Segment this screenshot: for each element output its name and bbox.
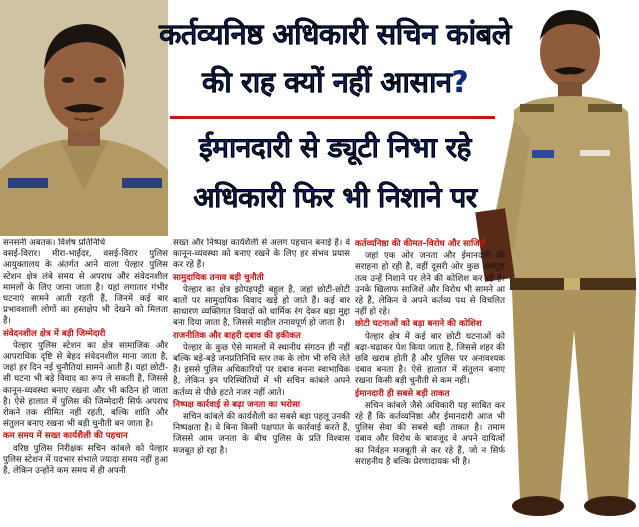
headline-line-3: ईमानदारी से ड्यूटी निभा रहे [199, 131, 471, 164]
subheading: छोटी घटनाओं को बड़ा बनाने की कोशिश [355, 319, 482, 330]
paragraph: सचिन कांबले की कार्यशैली का सबसे बड़ा पहलू उनकी निष्पक्षता है। वे बिना किसी पक्षपात के कार्रवाई करते हैं, जिससे आम जनता के बीच पुलिस के प्रति विश्वास मजबूत हो रहा है। [173, 412, 350, 456]
officer-portrait-photo [0, 0, 168, 236]
headline-divider [170, 116, 495, 119]
headline-line-2: की राह क्यों नहीं आसान? [202, 65, 468, 99]
paragraph: पेल्हार के कुछ ऐसे मामलों में स्थानीय संगठन ही नहीं बल्कि बड़े-बड़े जनप्रतिनिधि स्तर तक के लोग भी रुचि लेते हैं। इससे पुलिस अधिकारियों पर दबाव बनना स्वाभाविक है, लेकिन इन परिस्थितियों में भी सचिन कांबले अपने कर्तव्य से पीछे हटते नजर नहीं आते। [173, 342, 350, 398]
paragraph: सचिन कांबले जैसे अधिकारी यह साबित कर रहे हैं कि कर्तव्यनिष्ठा और ईमानदारी आज भी पुलिस सेवा की सबसे बड़ी ताकत है। तमाम दबाव और विरोध के बावजूद वे अपने दायित्वों का निर्वहन मजबूती से कर रहे हैं, जो न सिर्फ सराहनीय है बल्कि प्रेरणादायक भी है। [355, 400, 505, 467]
article-column-2 [173, 238, 350, 527]
byline: सनसनी अबतक। विशेष प्रतिनिधि [3, 238, 106, 248]
paragraph: पेल्हार पुलिस स्टेशन का क्षेत्र सामाजिक और आपराधिक दृष्टि से बेहद संवेदनशील माना जाता है, जहां हर दिन नई चुनौतियां सामने आती हैं। यहां छोटी-सी घटना भी बड़े विवाद का रूप ले सकती है, जिससे कानून-व्यवस्था बनाए रखना और भी कठिन हो जाता है। ऐसे हालात में पुलिस की जिम्मेदारी सिर्फ अपराध रोकने तक सीमित नहीं रहती, बल्कि शांति और संतुलन बनाए रखना भी बड़ी चुनौती बन जाता है। [3, 340, 168, 430]
subheading: संवेदनशील क्षेत्र में बड़ी जिम्मेदारी [3, 328, 106, 339]
paragraph: पेल्हार क्षेत्र में कई बार छोटी घटनाओं को बढ़ा-चढ़ाकर पेश किया जाता है, जिससे शहर की छवि खराब होती है और पुलिस पर अनावश्यक दबाव बनता है। ऐसे हालात में संतुलन बनाए रखना किसी बड़ी चुनौती से कम नहीं। [355, 331, 505, 387]
subheading: कम समय में सख्त कार्यशैली की पहचान [3, 431, 128, 442]
headline-line-4: अधिकारी फिर भी निशाने पर [193, 181, 477, 214]
article-column-3 [355, 238, 505, 527]
officer-portrait-illustration [0, 0, 168, 236]
paragraph: सख्त और निष्पक्ष कार्यशैली से अलग पहचान बनाई है। वे कानून-व्यवस्था को बनाए रखने के लिए हर संभव प्रयास कर रहे हैं। [173, 238, 350, 271]
subheading: ईमानदारी ही सबसे बड़ी ताकत [355, 388, 450, 399]
article-column-1 [3, 238, 168, 527]
paragraph: वसई-विरार। मीरा-भाईंदर, वसई-विरार पुलिस आयुक्तालय के अंतर्गत आने वाला पेल्हार पुलिस स्टेशन क्षेत्र लंबे समय से अपराध और संवेदनशील मामलों के लिए जाना जाता है। यहां लगातार गंभीर घटनाएं सामने आती रहती हैं, जिनमें कई बार प्रभावशाली लोगों का हस्तक्षेप भी देखने को मिलता है। [3, 249, 168, 327]
paragraph: पेल्हार का क्षेत्र झोपड़पट्टी बहुल है, जहां छोटी-छोटी बातों पर सामुदायिक विवाद खड़े हो जाते हैं। कई बार साधारण व्यक्तिगत विवादों को धार्मिक रंग देकर बड़ा मुद्दा बना दिया जाता है, जिससे माहौल तनावपूर्ण हो जाता है। [173, 284, 350, 329]
subheading: कर्तव्यनिष्ठा की कीमत–विरोध और साजिशें [355, 239, 486, 249]
paragraph: वरिष्ठ पुलिस निरीक्षक सचिन कांबले को पेल्हार पुलिस स्टेशन में पदभार संभाले ज्यादा समय नहीं हुआ है, लेकिन उन्होंने कम समय में ही अपनी [3, 443, 168, 477]
headline-line-1: कर्तव्यनिष्ठ अधिकारी सचिन कांबले [159, 17, 511, 51]
subheading: राजनीतिक और बाहरी दबाव की हकीकत [173, 330, 301, 341]
subheading: सामुदायिक तनाव बड़ी चुनौती [173, 272, 264, 283]
paragraph: जहां एक ओर जनता और ईमानदारी की सराहना हो रही है, वहीं दूसरी ओर कुछ असंतुष्ट तत्व उन्हें निशाने पर लेने की कोशिश कर रहे हैं। उनके खिलाफ साजिशें और विरोध भी सामने आ रहे हैं, लेकिन वे अपने कर्तव्य पथ से विचलित नहीं हो रहे। [355, 251, 505, 318]
subheading: निष्पक्ष कार्रवाई से बढ़ा जनता का भरोसा [173, 399, 301, 410]
